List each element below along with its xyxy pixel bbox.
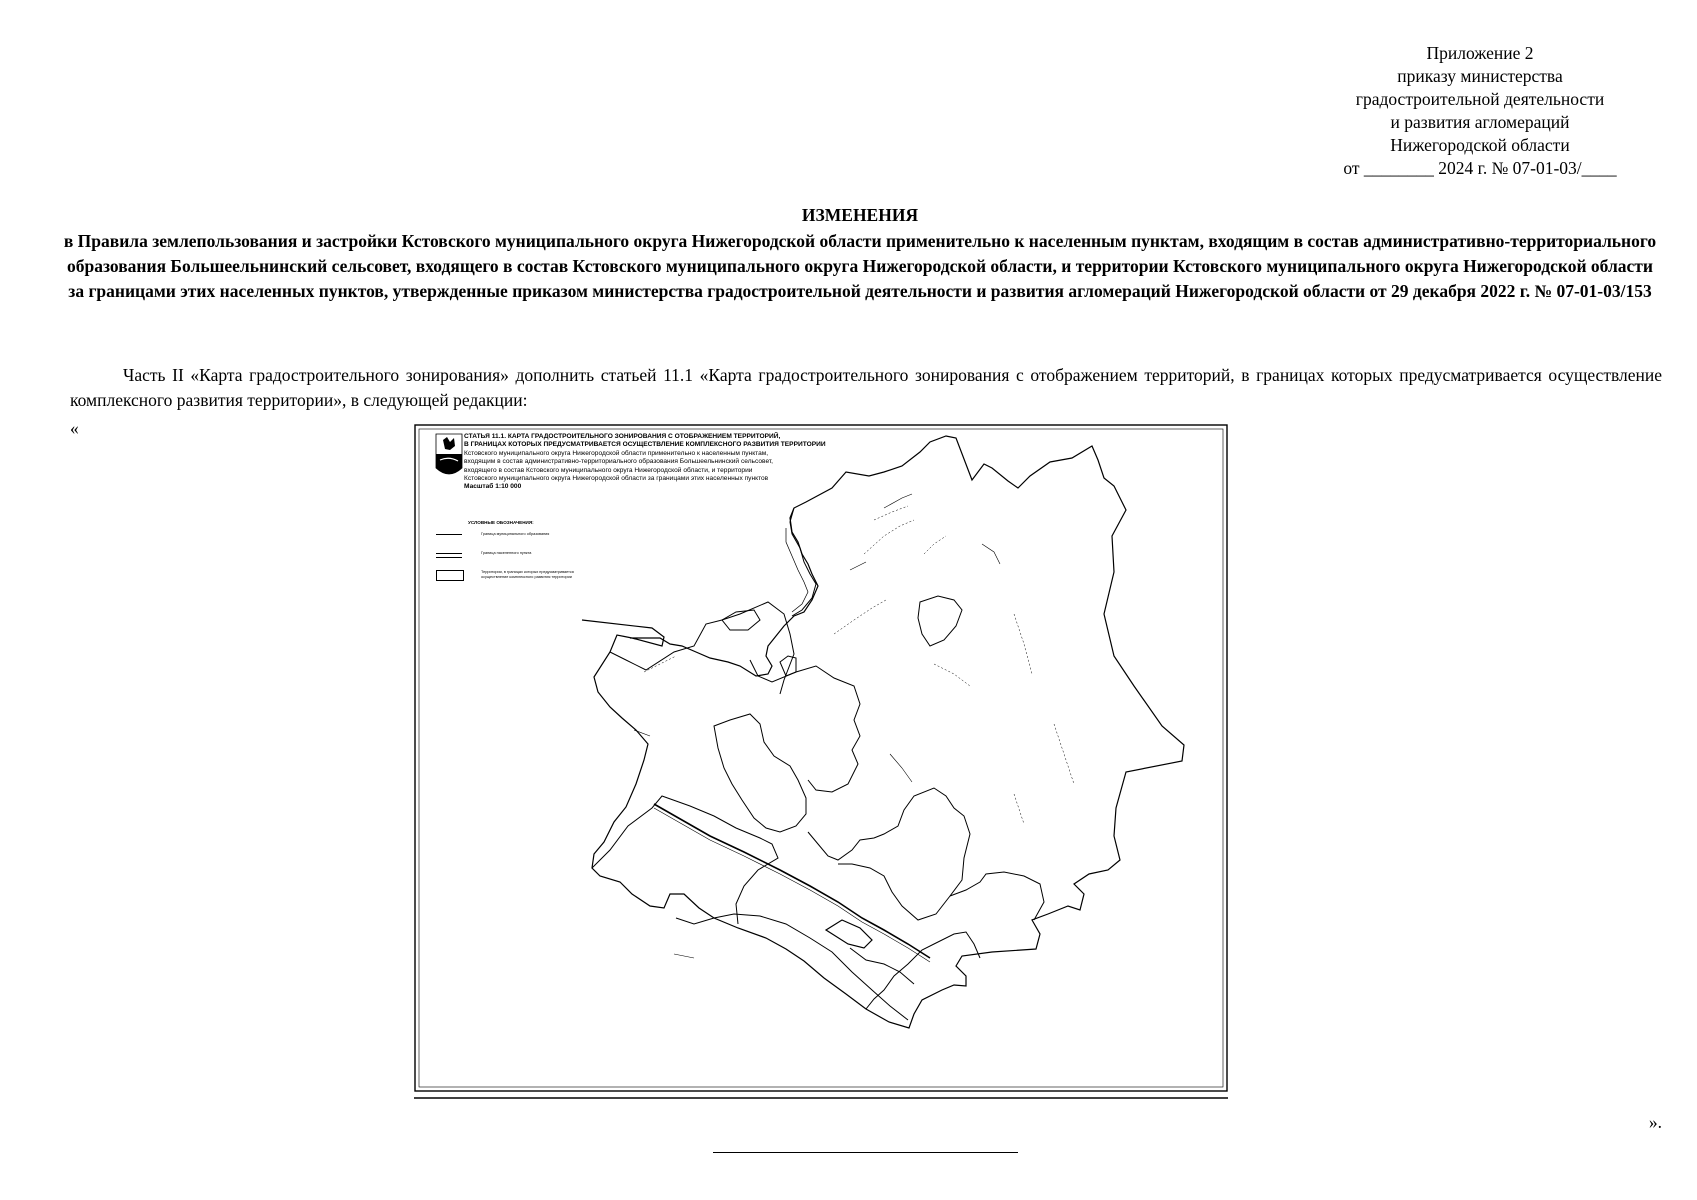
map-scale: Масштаб 1:10 000 — [464, 483, 522, 491]
legend-item — [436, 569, 574, 582]
settlement-central-north — [750, 660, 860, 792]
legend-item — [436, 531, 550, 544]
document-title: ИЗМЕНЕНИЯ — [801, 205, 919, 225]
legend-label: Граница муниципального образования — [481, 532, 550, 536]
appendix-line: Приложение 2 — [1426, 43, 1534, 63]
north-east-loop — [918, 596, 962, 646]
internal-fragments — [634, 494, 1000, 958]
map-header-caps: СТАТЬЯ 11.1. КАРТА ГРАДОСТРОИТЕЛЬНОГО ЗОНИРОВАНИЯ С ОТОБРАЖЕНИЕМ ТЕРРИТОРИЙ, — [464, 433, 781, 440]
appendix-line: и развития агломераций — [1390, 112, 1570, 132]
map-header-caps: В ГРАНИЦАХ КОТОРЫХ ПРЕДУСМАТРИВАЕТСЯ ОСУЩЕСТВЛЕНИЕ КОМПЛЕКСНОГО РАЗВИТИЯ ТЕРРИТОРИИ — [464, 441, 826, 449]
internal-lines — [644, 506, 1074, 824]
body-paragraph: Часть II «Карта градостроительного зонирования» дополнить статьей 11.1 «Карта градостроительного зонирования с отображением территорий, в границах которых предусматривается осуществление комплексного развития территории», в следующей редакции: — [70, 365, 1662, 410]
settlement-east — [950, 872, 1044, 920]
map-header — [436, 433, 936, 492]
appendix-line: градостроительной деятельности — [1355, 89, 1605, 109]
settlement-south — [808, 788, 970, 920]
document-subtitle: в Правила землепользования и застройки Кстовского муниципального округа Нижегородской области применительно к населенным пунктам, входящим в состав административно-территориального образования Большеельнинский сельсовет, входящего в состав Кстовского муниципального округа Нижегородской области, и территории Кстовского муниципального округа Нижегородской области за границами этих населенных пунктов, утвержденные приказом министерства градостроительной деятельности и развития агломераций Нижегородской области от 29 декабря 2022 г. № 07-01-03/153 — [63, 231, 1657, 301]
map-frame-border — [415, 425, 1227, 1091]
map-header-line: входящего в состав Кстовского муниципального округа Нижегородской области, и территории — [464, 466, 753, 474]
appendix-block — [1315, 42, 1645, 180]
zoning-map — [414, 424, 1228, 1100]
north-small-settlement — [780, 656, 796, 676]
legend-title: УСЛОВНЫЕ ОБОЗНАЧЕНИЯ: — [468, 520, 534, 525]
south-block — [826, 920, 872, 948]
legend-municipal-symbol — [436, 534, 462, 535]
legend-item — [436, 550, 534, 563]
settlement-central — [714, 714, 806, 832]
appendix-line: Нижегородской области — [1390, 135, 1570, 155]
south-settlement-strip — [676, 914, 908, 1020]
map-drawing — [414, 424, 1228, 1100]
municipal-boundary — [582, 436, 1184, 1028]
end-separator-line — [713, 1152, 1018, 1153]
legend-label: Граница населенного пункта — [481, 551, 532, 555]
settlement-north-west — [610, 602, 794, 694]
map-header-line: входящим в состав административно-территориального образования Большеельнинский сельсовет, — [464, 458, 774, 466]
map-header-line: Кстовского муниципального округа Нижегородской области применительно к населенным пунктам, — [464, 449, 769, 457]
north-block — [722, 610, 760, 630]
map-inner-border — [419, 429, 1223, 1087]
legend-settlement-symbol — [436, 553, 462, 558]
legend-krt-symbol — [436, 570, 464, 581]
settlement-south-east — [866, 932, 980, 1009]
closing-quote: ». — [1648, 1112, 1662, 1132]
appendix-line: приказу министерства — [1397, 66, 1563, 86]
map-legend — [436, 520, 574, 582]
legend-label: Территории, в границах которых предусматривается осуществление комплексного развития территории — [481, 570, 574, 579]
map-header-line: Кстовского муниципального округа Нижегородской области за границами этих населенных пунктов — [464, 475, 769, 483]
appendix-line: от ________ 2024 г. № 07-01-03/____ — [1343, 158, 1617, 178]
opening-quote: « — [70, 418, 79, 438]
